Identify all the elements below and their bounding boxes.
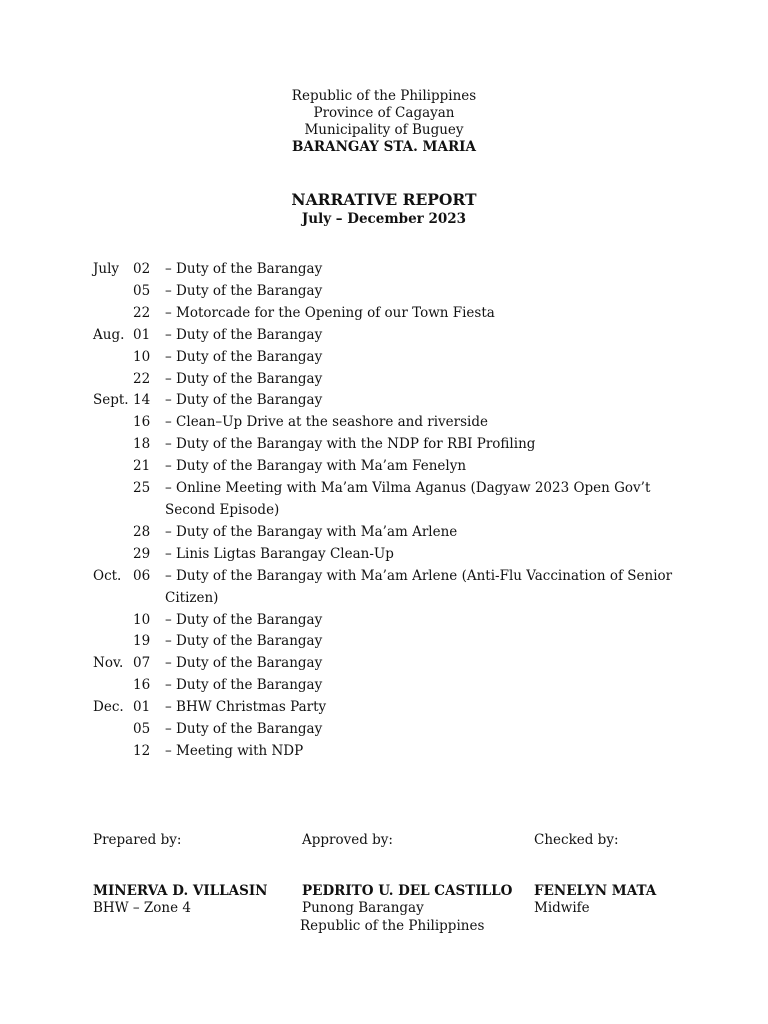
entry-day: 01 [133, 699, 151, 716]
signature-prepared [93, 832, 268, 918]
activity-entry [93, 741, 693, 763]
activity-entry [93, 675, 693, 697]
entry-description: – Duty of the Barangay [165, 282, 323, 299]
activity-entry [93, 325, 693, 347]
entry-day: 05 [133, 282, 151, 299]
entry-description: – Duty of the Barangay [165, 721, 323, 738]
report-title: NARRATIVE REPORT [291, 190, 477, 209]
activity-entry [93, 610, 693, 632]
entry-day: 10 [133, 348, 151, 365]
entry-description: – Online Meeting with Ma’am Vilma Aganus (Dagyaw 2023 Open Gov’t Second Episode) [165, 480, 651, 518]
activity-entry [93, 347, 693, 369]
entry-description: – Duty of the Barangay with Ma’am Arlene [165, 523, 458, 540]
entry-day: 12 [133, 742, 151, 759]
entry-day: 29 [133, 545, 151, 562]
activity-entry [93, 544, 693, 566]
activity-entry [93, 631, 693, 653]
activity-entry [93, 697, 693, 719]
activity-entry [93, 303, 693, 325]
entry-description: – Motorcade for the Opening of our Town Fiesta [165, 304, 495, 321]
entry-description: – Duty of the Barangay [165, 677, 323, 694]
entry-month: Aug. [93, 326, 125, 343]
activity-entry [93, 412, 693, 434]
entry-description: – Duty of the Barangay [165, 655, 323, 672]
signature-checked [534, 832, 656, 918]
entry-day: 06 [133, 567, 151, 584]
entry-description: – Duty of the Barangay [165, 261, 323, 277]
activity-entry [93, 719, 693, 741]
entry-day: 28 [133, 523, 151, 540]
approved-by-position-line2: Republic of the Philippines [300, 917, 485, 934]
report-period: July – December 2023 [301, 211, 467, 227]
entry-month: Dec. [93, 699, 124, 716]
activity-entry [93, 434, 693, 456]
activity-entry [93, 281, 693, 303]
entry-description: – Duty of the Barangay with Ma’am Arlene (Anti-Flu Vaccination of Senior Citizen) [165, 567, 673, 606]
entry-description: – Clean–Up Drive at the seashore and riverside [165, 414, 488, 431]
entry-day: 16 [133, 677, 151, 694]
entry-day: 18 [133, 436, 151, 453]
entry-description: – Duty of the Barangay [165, 611, 323, 628]
entry-day: 14 [133, 392, 151, 409]
entry-day: 07 [133, 655, 151, 672]
activity-entry [93, 566, 693, 610]
entry-day: 21 [133, 458, 151, 475]
entry-description: – BHW Christmas Party [165, 699, 327, 716]
entry-day: 05 [133, 721, 151, 738]
entry-description: – Duty of the Barangay [165, 348, 323, 365]
entry-day: 19 [133, 633, 151, 650]
entry-description: – Linis Ligtas Barangay Clean-Up [165, 545, 394, 562]
activity-entry [93, 369, 693, 391]
entry-month: Oct. [93, 567, 122, 584]
header-line-province: Province of Cagayan [313, 105, 455, 121]
entry-description: – Meeting with NDP [165, 742, 304, 759]
entry-description: – Duty of the Barangay [165, 326, 323, 343]
document-header [0, 88, 768, 156]
prepared-by-position: BHW – Zone 4 [93, 900, 191, 916]
entry-day: 01 [133, 326, 151, 343]
activity-entry [93, 456, 693, 478]
entry-description: – Duty of the Barangay with the NDP for RBI Profiling [165, 436, 536, 453]
entry-day: 02 [133, 261, 151, 277]
approved-by-name: PEDRITO U. DEL CASTILLO [302, 882, 513, 899]
checked-by-label: Checked by: [534, 832, 619, 848]
prepared-by-label: Prepared by: [93, 832, 182, 848]
activity-entry [93, 390, 693, 412]
activity-list [93, 259, 693, 763]
header-line-barangay: BARANGAY STA. MARIA [292, 139, 476, 155]
entry-month: July [93, 261, 120, 277]
entry-month: Sept. [93, 392, 129, 409]
checked-by-name: FENELYN MATA [534, 882, 657, 899]
activity-entry [93, 478, 693, 522]
activity-entry [93, 653, 693, 675]
approved-by-label: Approved by: [302, 832, 393, 848]
entry-day: 22 [133, 370, 151, 387]
entry-day: 10 [133, 611, 151, 628]
entry-day: 22 [133, 304, 151, 321]
entry-day: 16 [133, 414, 151, 431]
checked-by-position: Midwife [534, 900, 590, 916]
entry-month: Nov. [93, 655, 124, 672]
entry-day: 25 [133, 480, 151, 497]
entry-description: – Duty of the Barangay with Ma’am Fenelyn [165, 458, 467, 475]
prepared-by-name: MINERVA D. VILLASIN [93, 882, 268, 899]
entry-description: – Duty of the Barangay [165, 633, 323, 650]
activity-entry [93, 522, 693, 544]
entry-description: – Duty of the Barangay [165, 392, 323, 409]
signature-approved [302, 832, 512, 935]
header-line-republic: Republic of the Philippines [291, 88, 477, 104]
approved-by-position: Punong Barangay [302, 900, 424, 916]
title-block [0, 190, 768, 228]
header-line-municipality: Municipality of Buguey [304, 122, 464, 138]
entry-description: – Duty of the Barangay [165, 370, 323, 387]
activity-entry [93, 259, 693, 281]
